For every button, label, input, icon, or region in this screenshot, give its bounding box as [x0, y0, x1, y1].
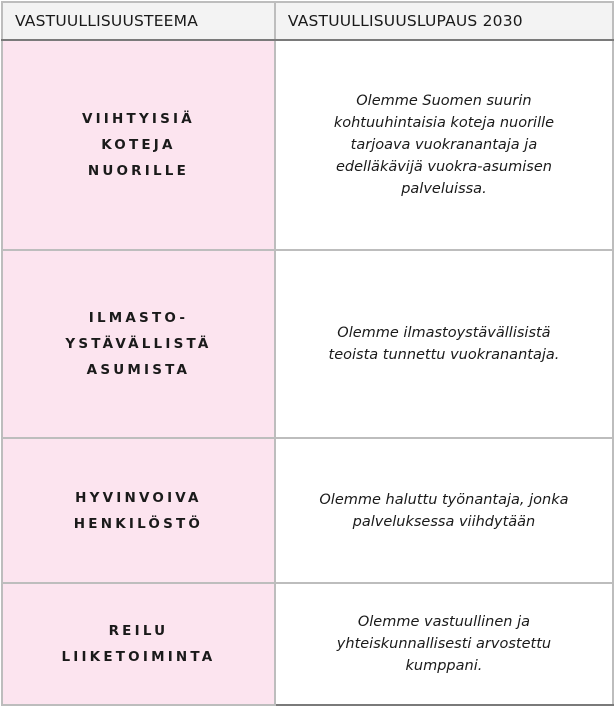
- theme-cell-business: [2, 583, 275, 705]
- promise-text: Olemme Suomen suurin kohtuuhintaisia koteja nuorille tarjoava vuokranantaja ja edelläkävijä vuokra-asumisen palveluissa.: [333, 93, 555, 197]
- table-row: [2, 250, 613, 438]
- theme-cell-climate: [2, 250, 275, 438]
- promise-cell-young-homes: [275, 40, 613, 250]
- table-row: [2, 40, 613, 250]
- table-row: [2, 583, 613, 705]
- header-theme: VASTUULLISUUSTEEMA: [2, 2, 275, 40]
- table-header-row: [2, 2, 613, 40]
- promise-cell-business: [275, 583, 613, 705]
- responsibility-table: [1, 1, 614, 706]
- theme-label: REILU LIIKETOIMINTA: [61, 623, 216, 665]
- promise-text: Olemme ilmastoystävällisistä teoista tunnettu vuokranantaja.: [328, 325, 560, 363]
- table-row: [2, 438, 613, 583]
- promise-cell-staff: [275, 438, 613, 583]
- promise-cell-climate: [275, 250, 613, 438]
- promise-text: Olemme haluttu työnantaja, jonka palveluksessa viihdytään: [319, 491, 569, 530]
- theme-label: HYVINVOIVA HENKILÖSTÖ: [73, 489, 204, 532]
- theme-label: ILMASTO- YSTÄVÄLLISTÄ ASUMISTA: [65, 310, 212, 378]
- theme-label: VIIHTYISIÄ KOTEJA NUORILLE: [81, 111, 195, 179]
- promise-text: Olemme vastuullinen ja yhteiskunnallisesti arvostettu kumppani.: [336, 614, 552, 674]
- header-promise: VASTUULLISUUSLUPAUS 2030: [275, 2, 613, 40]
- theme-cell-young-homes: [2, 40, 275, 250]
- theme-cell-staff: [2, 438, 275, 583]
